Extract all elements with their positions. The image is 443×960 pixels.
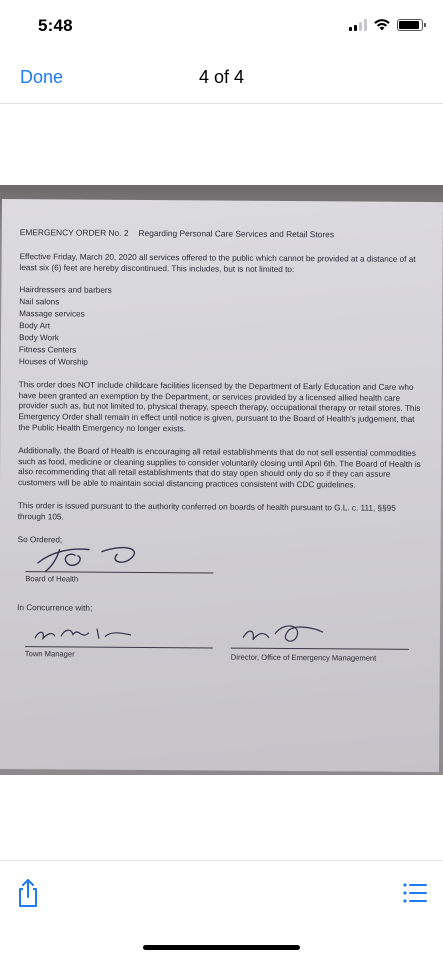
intro-paragraph: Effective Friday, March 20, 2020 all services offered to the public which cannot be provided at a distance of at least six (6) feet are hereby discontinued. This includes, but is not limited to: bbox=[19, 251, 416, 274]
so-ordered-text: So Ordered; bbox=[17, 534, 63, 544]
list-item: Houses of Worship bbox=[18, 356, 88, 367]
document-viewer[interactable] bbox=[0, 105, 443, 860]
board-of-health-label: Board of Health bbox=[25, 574, 79, 584]
list-item: Fitness Centers bbox=[18, 345, 77, 355]
wifi-icon bbox=[373, 18, 391, 31]
battery-icon bbox=[397, 19, 423, 31]
document-photo[interactable] bbox=[0, 185, 443, 775]
list-item: Massage services bbox=[19, 309, 85, 319]
document-header bbox=[20, 227, 425, 241]
document-page bbox=[0, 199, 443, 772]
exemption-paragraph: This order does NOT include childcare facilities licensed by the Department of Early Education and Care who have been granted an exemption by the Department, or services provided by a licensed allied health care provider such as, but not limited to, physical therapy, speech therapy, occupational therapy or retail stores. This Emergency Order shall remain in effect until notice is given, pursuant to the Board of Health's judgement, that the Public Health Emergency no longer exists. bbox=[18, 379, 421, 434]
document-text bbox=[17, 227, 425, 669]
signature-line bbox=[231, 648, 409, 650]
status-icons bbox=[349, 18, 423, 31]
authority-paragraph: This order is issued pursuant to the authority conferred on boards of health pursuant to G.L. c. 111, §§95 through 105. bbox=[17, 501, 396, 522]
nav-bar bbox=[0, 52, 443, 104]
page-counter: 4 of 4 bbox=[198, 67, 245, 87]
town-manager-label: Town Manager bbox=[24, 649, 75, 659]
town-manager-signature-scrawl bbox=[31, 622, 141, 647]
director-label: Director, Office of Emergency Management bbox=[230, 652, 377, 663]
order-subject: Regarding Personal Care Services and Retail Stores bbox=[138, 227, 335, 240]
signature-line bbox=[25, 646, 213, 648]
concurrence-signatures bbox=[17, 618, 422, 669]
list-item: Body Art bbox=[19, 321, 51, 331]
board-signature-block bbox=[17, 545, 422, 586]
retail-paragraph: Additionally, the Board of Health is encouraging all retail establishments that do not sell essential commodities such as food, medicine or cleaning supplies to consider voluntarily closing until April 6th. The Board of Health is also recommending that all retail establishments that do stay open should only do so if they can assure customers will be able to maintain social distancing practices consistent with CDC guidelines. bbox=[17, 445, 421, 490]
services-list bbox=[19, 285, 425, 371]
share-icon[interactable] bbox=[10, 875, 46, 911]
order-number: EMERGENCY ORDER No. 2 bbox=[19, 227, 129, 238]
signal-icon bbox=[349, 19, 367, 31]
list-icon[interactable] bbox=[397, 875, 433, 911]
status-time: 5:48 bbox=[38, 16, 73, 35]
list-item: Body Work bbox=[19, 333, 59, 343]
director-signature-scrawl bbox=[239, 620, 329, 649]
bottom-toolbar bbox=[0, 860, 443, 960]
list-item: Nail salons bbox=[19, 297, 60, 307]
in-concurrence-text: In Concurrence with; bbox=[17, 603, 93, 613]
list-item: Hairdressers and barbers bbox=[19, 285, 112, 296]
status-bar bbox=[0, 0, 443, 52]
home-indicator[interactable] bbox=[143, 945, 300, 950]
done-button[interactable]: Done bbox=[20, 67, 64, 87]
